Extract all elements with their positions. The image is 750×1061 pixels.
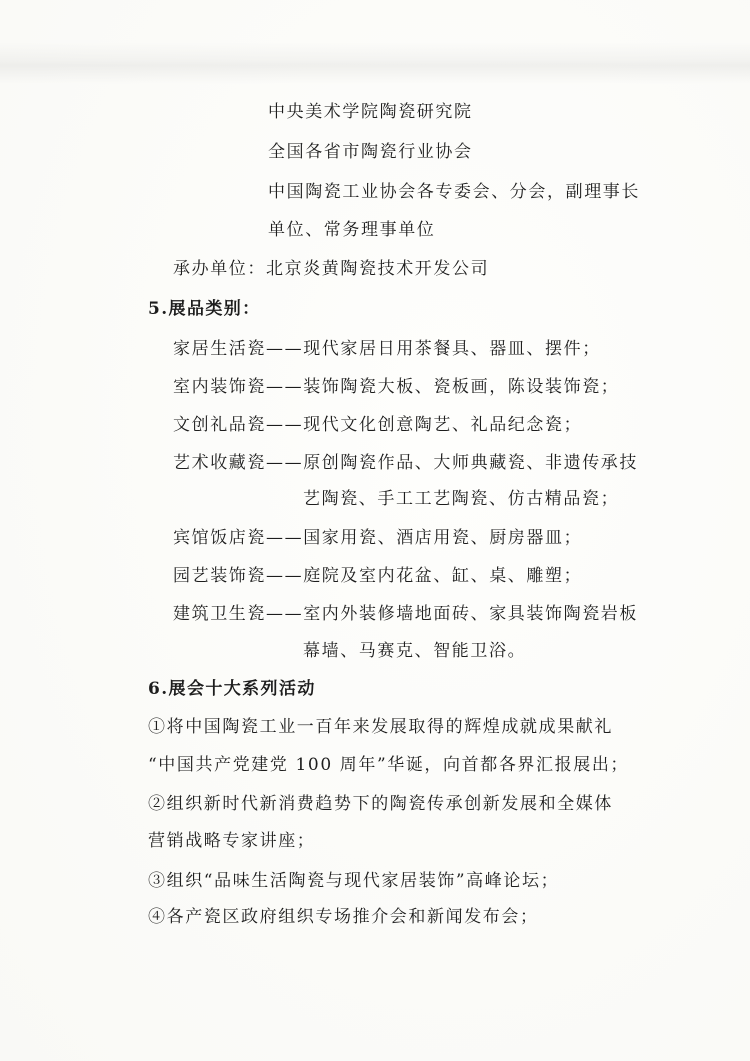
- scan-shadow-band: [0, 42, 750, 84]
- section-5-title: 5.展品类别：: [148, 299, 261, 319]
- category-item-garden: 园艺装饰瓷——庭院及室内花盆、缸、桌、雕塑；: [173, 566, 583, 586]
- category-item-hotel: 宾馆饭店瓷——国家用瓷、酒店用瓷、厨房器皿；: [173, 528, 583, 548]
- category-item-art: 艺术收藏瓷——原创陶瓷作品、大师典藏瓷、非遗传承技: [173, 453, 638, 473]
- organizer-line-2: 全国各省市陶瓷行业协会: [268, 142, 473, 162]
- activity-item-4: ④各产瓷区政府组织专场推介会和新闻发布会；: [148, 907, 539, 927]
- activity-item-2: ②组织新时代新消费趋势下的陶瓷传承创新发展和全媒体: [148, 794, 613, 814]
- category-item-art-cont: 艺陶瓷、手工工艺陶瓷、仿古精品瓷；: [303, 489, 620, 509]
- host-unit-line: 承办单位：北京炎黄陶瓷技术开发公司: [173, 259, 490, 279]
- category-item-building: 建筑卫生瓷——室内外装修墙地面砖、家具装饰陶瓷岩板: [173, 604, 638, 624]
- category-item-gift: 文创礼品瓷——现代文化创意陶艺、礼品纪念瓷；: [173, 415, 583, 435]
- activity-item-1: ①将中国陶瓷工业一百年来发展取得的辉煌成就成果献礼: [148, 717, 613, 737]
- organizer-line-1: 中央美术学院陶瓷研究院: [268, 102, 473, 122]
- activity-item-2-cont: 营销战略专家讲座；: [148, 831, 316, 851]
- organizer-line-4: 单位、常务理事单位: [268, 220, 436, 240]
- category-item-home: 家居生活瓷——现代家居日用茶餐具、器皿、摆件；: [173, 339, 601, 359]
- activity-item-3: ③组织“品味生活陶瓷与现代家居装饰”高峰论坛；: [148, 871, 560, 891]
- activity-item-1-cont: “中国共产党建党 100 周年”华诞，向首都各界汇报展出；: [148, 755, 630, 775]
- category-item-building-cont: 幕墙、马赛克、智能卫浴。: [303, 641, 527, 661]
- organizer-line-3: 中国陶瓷工业协会各专委会、分会，副理事长: [268, 182, 640, 202]
- category-item-interior: 室内装饰瓷——装饰陶瓷大板、瓷板画，陈设装饰瓷；: [173, 377, 620, 397]
- section-6-title: 6.展会十大系列活动: [148, 679, 316, 699]
